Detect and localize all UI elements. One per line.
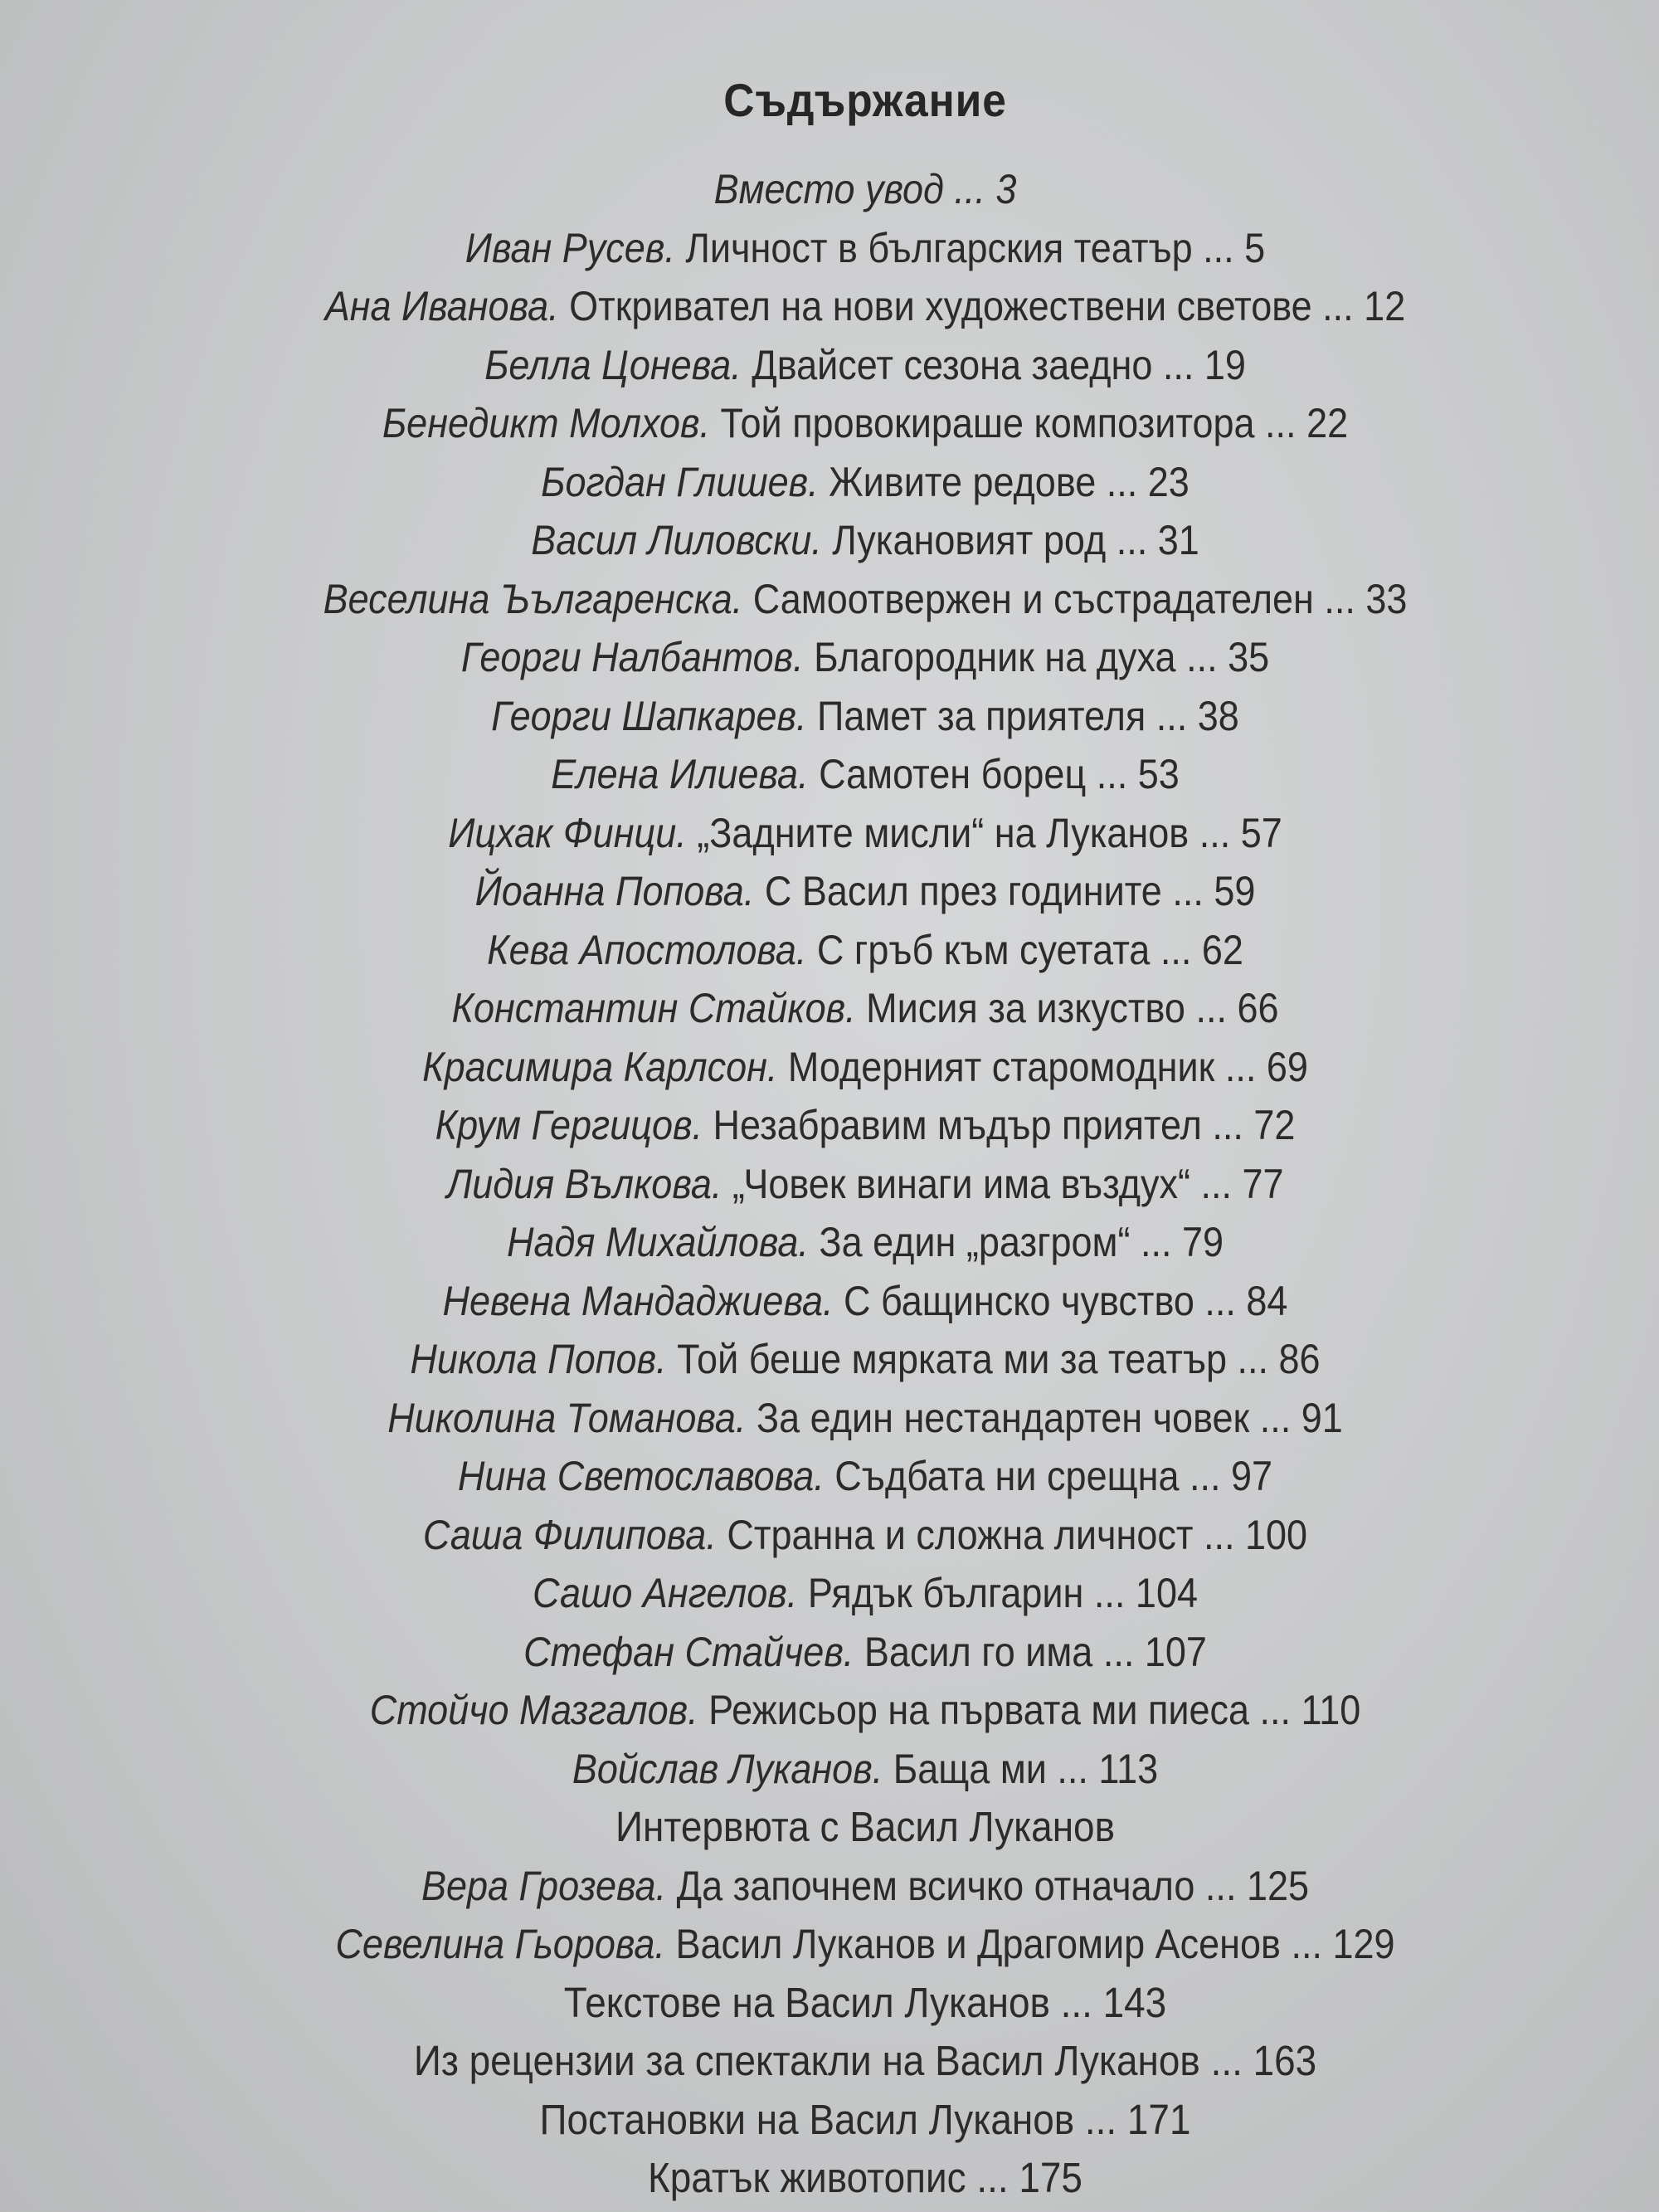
toc-entry-author: Лидия Вълкова. (446, 1160, 722, 1207)
toc-entry (86, 219, 1643, 278)
toc-entry (86, 1506, 1643, 1565)
toc-entry-title: Личност в българския театър ... 5 (685, 224, 1266, 271)
toc-entry (86, 862, 1643, 921)
toc-entry-title: Да започнем всичко отначало ... 125 (676, 1862, 1310, 1909)
toc-entry-author: Богдан Глишев. (541, 458, 819, 505)
toc-entry-title: Самоотвержен и състрадателен ... 33 (752, 575, 1408, 622)
toc-entry-author: Елена Илиева. (551, 751, 809, 797)
toc-entry-title: Той беше мярката ми за театър ... 86 (677, 1336, 1321, 1382)
toc-entry-author: Сашо Ангелов. (532, 1570, 798, 1616)
toc-entry-title: С Васил през годините ... 59 (764, 868, 1256, 914)
toc-entry-title: Постановки на Васил Луканов ... 171 (539, 2095, 1191, 2143)
toc-entry-author: Ана Иванова. (324, 283, 559, 329)
toc-entry-author: Веселина Ъългаренска. (323, 575, 743, 622)
toc-entry (86, 921, 1643, 980)
toc-entry-author: Йоанна Попова. (474, 868, 755, 914)
toc-entry (86, 2032, 1643, 2091)
toc-entry (86, 511, 1643, 570)
toc-entry (86, 277, 1643, 336)
toc-entry-title: За един „разгром“ ... 79 (819, 1219, 1224, 1265)
toc-entry-author: Георги Налбантов. (460, 634, 804, 680)
toc-entry-title: Васил Луканов и Драгомир Асенов ... 129 (675, 1921, 1395, 1967)
toc-entry-title: Вместо увод ... 3 (713, 166, 1017, 212)
toc-entry (86, 1096, 1643, 1155)
toc-entry-title: Режисьор на първата ми пиеса ... 110 (708, 1687, 1361, 1733)
toc-entry (86, 804, 1643, 863)
toc-entry (86, 1681, 1643, 1740)
toc-entry (86, 687, 1643, 746)
toc-entry (86, 1623, 1643, 1682)
toc-entry (86, 453, 1643, 512)
toc-entry-title: Откривател на нови художествени светове ... 12 (569, 283, 1406, 329)
toc-entry (86, 1038, 1643, 1097)
toc-entry (86, 628, 1643, 687)
toc-entry (86, 570, 1643, 629)
toc-entry-title: Рядък българин ... 104 (807, 1570, 1199, 1616)
toc-entry-title: Васил го има ... 107 (864, 1628, 1207, 1675)
toc-entry-author: Войслав Луканов. (572, 1745, 883, 1792)
toc-entry (86, 1155, 1643, 1214)
toc-entry (86, 1564, 1643, 1623)
toc-entry-author: Севелина Гьорова. (335, 1921, 665, 1967)
toc-entry (86, 336, 1643, 395)
toc-entry (86, 1330, 1643, 1389)
table-of-contents (0, 160, 1659, 2208)
toc-entry-title: Памет за приятеля ... 38 (816, 692, 1239, 739)
toc-entry (86, 1974, 1643, 2033)
toc-entry-author: Ицхак Финци. (448, 809, 687, 856)
toc-entry-author: Белла Цонева. (484, 341, 742, 388)
toc-entry-author: Николина Томанова. (387, 1394, 747, 1441)
toc-entry-title: С гръб към суетата ... 62 (816, 926, 1243, 973)
toc-entry (86, 160, 1643, 219)
toc-entry (86, 1389, 1643, 1448)
toc-entry (86, 1447, 1643, 1506)
toc-entry-author: Георги Шапкарев. (491, 692, 807, 739)
toc-entry (86, 2091, 1643, 2150)
toc-entry (86, 1213, 1643, 1272)
toc-entry-title: За един нестандартен човек ... 91 (756, 1394, 1343, 1441)
toc-entry-author: Крум Гергицов. (435, 1102, 703, 1148)
toc-entry-title: Баща ми ... 113 (893, 1745, 1159, 1792)
toc-entry-author: Нина Светославова. (457, 1453, 825, 1499)
toc-entry-author: Никола Попов. (410, 1336, 667, 1382)
toc-entry-author: Бенедикт Молхов. (382, 400, 711, 446)
toc-entry-title: С бащинско чувство ... 84 (843, 1277, 1288, 1324)
toc-entry-title: Кратък животопис ... 175 (648, 2154, 1082, 2201)
toc-entry (86, 1857, 1643, 1916)
toc-entry-author: Надя Михайлова. (506, 1219, 809, 1265)
toc-entry (86, 1798, 1643, 1857)
toc-entry-title: Странна и сложна личност ... 100 (727, 1511, 1308, 1558)
toc-entry-title: Двайсет сезона заедно ... 19 (752, 341, 1246, 388)
toc-entry (86, 394, 1643, 453)
toc-entry-title: Модерният старомодник ... 69 (787, 1043, 1308, 1090)
toc-entry (86, 1740, 1643, 1799)
toc-entry-author: Стефан Стайчев. (523, 1628, 854, 1675)
toc-entry-title: Той провокираше композитора ... 22 (720, 400, 1349, 446)
toc-entry (86, 745, 1643, 804)
toc-entry-author: Кева Апостолова. (487, 926, 807, 973)
toc-entry (86, 979, 1643, 1038)
toc-entry (86, 1915, 1643, 1974)
toc-entry-title: Съдбата ни срещна ... 97 (834, 1453, 1273, 1499)
toc-entry-title: Живите редове ... 23 (829, 458, 1190, 505)
toc-entry-title: Самотен борец ... 53 (819, 751, 1180, 797)
toc-entry-author: Саша Филипова. (422, 1511, 717, 1558)
toc-entry-title: Незабравим мъдър приятел ... 72 (713, 1102, 1296, 1148)
toc-entry-title: Благородник на духа ... 35 (814, 634, 1270, 680)
toc-entry-author: Невена Мандаджиева. (442, 1277, 834, 1324)
toc-entry-author: Иван Русев. (465, 224, 675, 271)
toc-entry-author: Красимира Карлсон. (422, 1043, 778, 1090)
toc-entry-title: Текстове на Васил Луканов ... 143 (563, 1978, 1167, 2026)
toc-entry-author: Стойчо Мазгалов. (369, 1687, 698, 1733)
toc-entry (86, 2149, 1643, 2208)
toc-entry-title: Из рецензии за спектакли на Васил Луканов ... 163 (413, 2037, 1317, 2084)
toc-entry-title: „Човек винаги има въздух“ ... 77 (732, 1160, 1284, 1207)
toc-entry-title: Интервюта с Васил Луканов (615, 1803, 1115, 1850)
toc-entry-author: Вера Грозева. (421, 1862, 667, 1909)
toc-entry (86, 1272, 1643, 1331)
page-title: Съдържание (723, 74, 1007, 126)
toc-entry-title: Мисия за изкуство ... 66 (866, 985, 1279, 1031)
toc-entry-author: Васил Лиловски. (531, 517, 822, 563)
toc-entry-author: Константин Стайков. (451, 985, 856, 1031)
toc-entry-title: „Задните мисли“ на Луканов ... 57 (697, 809, 1282, 856)
toc-entry-title: Лукановият род ... 31 (832, 517, 1199, 563)
